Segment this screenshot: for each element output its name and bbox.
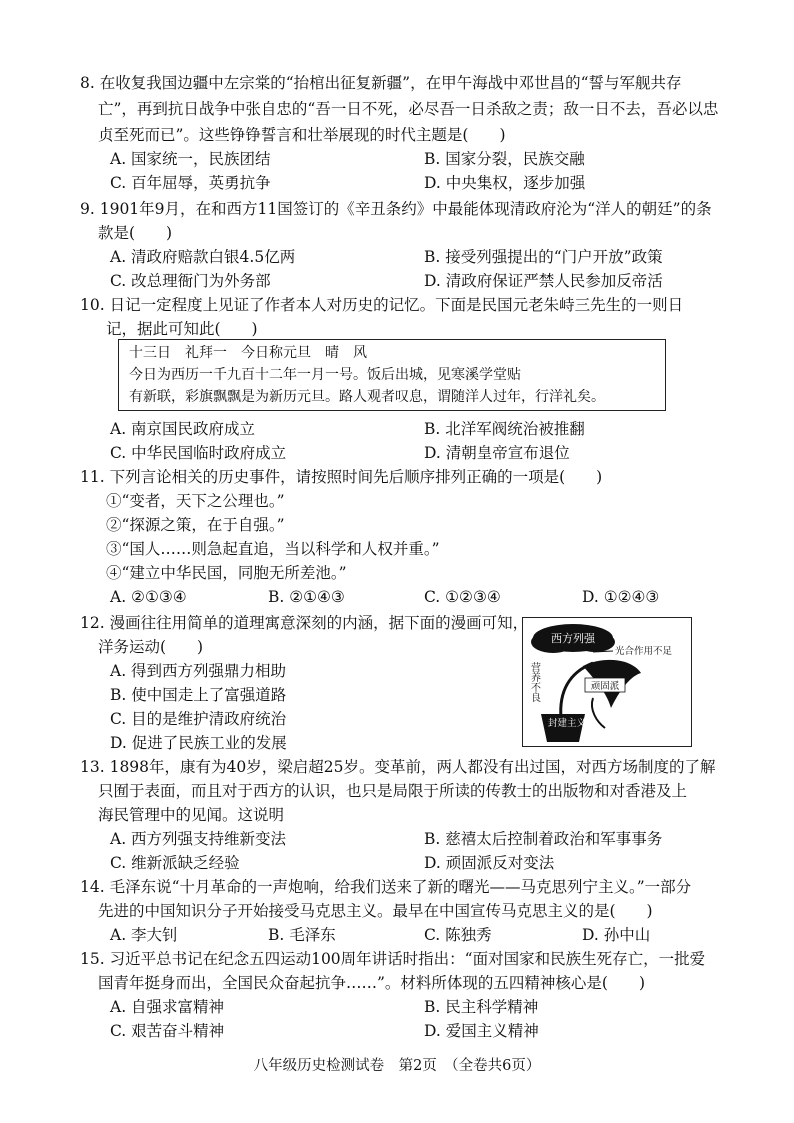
question-text: 贞至死而已”。这些铮铮誓言和壮举展现的时代主题是( ) <box>98 126 506 144</box>
question-text: 13. 1898年，康有为40岁，梁启超25岁。变革前，两人都没有出过国，对西方场制度的了解 <box>80 758 716 776</box>
cloud-label: 西方列强 <box>551 632 595 645</box>
option-a[interactable]: A. 清政府赔款白银4.5亿两 <box>110 248 296 266</box>
cartoon-drawing <box>523 618 690 745</box>
diary-line: 今日为西历一千九百十二年一月一号。饭后出城，见寒溪学堂贴 <box>129 367 521 383</box>
question-text: 9. 1901年9月，在和西方11国签订的《辛丑条约》中最能体现清政府沦为“洋人的朝廷”的条 <box>80 200 712 218</box>
question-text: 8. 在收复我国边疆中左宗棠的“抬棺出征复新疆”，在甲午海战中邓世昌的“誓与军舰共存 <box>80 74 682 92</box>
light-label: 光合作用不足 <box>615 646 673 657</box>
option-b[interactable]: B. 民主科学精神 <box>424 998 539 1016</box>
option-a[interactable]: A. 国家统一，民族团结 <box>110 150 271 168</box>
option-b[interactable]: B. 使中国走上了富强道路 <box>110 686 287 704</box>
option-c[interactable]: C. 维新派缺乏经验 <box>110 854 240 872</box>
option-d[interactable]: D. 孙中山 <box>582 926 651 944</box>
plant-label: 顽固派 <box>590 681 620 692</box>
option-a[interactable]: A. 李大钊 <box>110 926 178 944</box>
option-d[interactable]: D. 顽固派反对变法 <box>424 854 555 872</box>
option-a[interactable]: A. ②①③④ <box>110 588 187 606</box>
option-c[interactable]: C. 陈独秀 <box>424 926 492 944</box>
quote-item: ④“建立中华民国，同胞无所差池。” <box>106 564 347 582</box>
option-c[interactable]: C. 艰苦奋斗精神 <box>110 1022 225 1040</box>
cartoon-image <box>522 617 692 747</box>
option-d[interactable]: D. 中央集权，逐步加强 <box>424 174 586 192</box>
question-text: 11. 下列言论相关的历史事件，请按照时间先后顺序排列正确的一项是( ) <box>80 468 603 486</box>
option-b[interactable]: B. 北洋军阀统治被推翻 <box>424 420 585 438</box>
option-d[interactable]: D. 清朝皇帝宣布退位 <box>424 444 570 462</box>
option-b[interactable]: B. 毛泽东 <box>268 926 336 944</box>
question-text: 10. 日记一定程度上见证了作者本人对历史的记忆。下面是民国元老朱峙三先生的一则日 <box>80 296 684 314</box>
option-a[interactable]: A. 南京国民政府成立 <box>110 420 256 438</box>
option-a[interactable]: A. 得到西方列强鼎力相助 <box>110 662 287 680</box>
diary-line: 有新联，彩旗飘飘是为新历元旦。路人观者叹息，谓随洋人过年，行洋礼矣。 <box>129 389 605 405</box>
diary-excerpt-box <box>118 339 666 411</box>
option-a[interactable]: A. 自强求富精神 <box>110 998 225 1016</box>
nutrition-label: 营养不良 <box>528 662 540 702</box>
pot-label: 封建主义 <box>547 718 587 729</box>
option-c[interactable]: C. 中华民国临时政府成立 <box>110 444 287 462</box>
quote-item: ①“变者，天下之公理也。” <box>106 492 285 510</box>
option-d[interactable]: D. 清政府保证严禁人民参加反帝活 <box>424 272 663 290</box>
quote-item: ②“探源之策，在于自强。” <box>106 516 285 534</box>
page-footer: 八年级历史检测试卷 第2页 （全卷共6页） <box>253 1058 541 1074</box>
option-b[interactable]: B. ②①④③ <box>268 588 345 606</box>
option-c[interactable]: C. 百年屈辱，英勇抗争 <box>110 174 271 192</box>
question-text: 洋务运动( ) <box>98 638 204 656</box>
option-a[interactable]: A. 西方列强支持维新变法 <box>110 830 287 848</box>
option-c[interactable]: C. 目的是维护清政府统治 <box>110 710 287 728</box>
question-text: 14. 毛泽东说“十月革命的一声炮响，给我们送来了新的曙光——马克思列宁主义。”一部分 <box>80 878 692 896</box>
option-d[interactable]: D. 促进了民族工业的发展 <box>110 734 287 752</box>
question-text: 先进的中国知识分子开始接受马克思主义。最早在中国宣传马克思主义的是( ) <box>98 902 653 920</box>
question-text: 只囿于表面，而且对于西方的认识，也只是局限于所读的传教士的出版物和对香港及上 <box>98 782 688 800</box>
question-text: 国青年挺身而出，全国民众奋起抗争……”。材料所体现的五四精神核心是( ) <box>98 974 646 992</box>
option-c[interactable]: C. ①②③④ <box>424 588 501 606</box>
question-text: 款是( ) <box>98 224 173 242</box>
option-b[interactable]: B. 接受列强提出的“门户开放”政策 <box>424 248 663 266</box>
option-b[interactable]: B. 国家分裂，民族交融 <box>424 150 585 168</box>
option-d[interactable]: D. ①②④③ <box>582 588 660 606</box>
quote-item: ③“国人……则急起直追，当以科学和人权并重。” <box>106 540 440 558</box>
diary-line: 十三日 礼拜一 今日称元旦 晴 风 <box>129 345 367 361</box>
question-text: 亡”，再到抗日战争中张自忠的“吾一日不死，必尽吾一日杀敌之责；敌一日不去，吾必以忠 <box>98 100 719 118</box>
question-text: 12. 漫画往往用简单的道理寓意深刻的内涵，据下面的漫画可知， <box>80 614 529 632</box>
question-text: 海民管理中的见闻。这说明 <box>98 806 285 824</box>
question-text: 记，据此可知此( ) <box>106 320 258 338</box>
option-c[interactable]: C. 改总理衙门为外务部 <box>110 272 271 290</box>
question-text: 15. 习近平总书记在纪念五四运动100周年讲话时指出：“面对国家和民族生死存亡，一批爱 <box>80 950 706 968</box>
option-d[interactable]: D. 爱国主义精神 <box>424 1022 539 1040</box>
option-b[interactable]: B. 慈禧太后控制着政治和军事事务 <box>424 830 663 848</box>
